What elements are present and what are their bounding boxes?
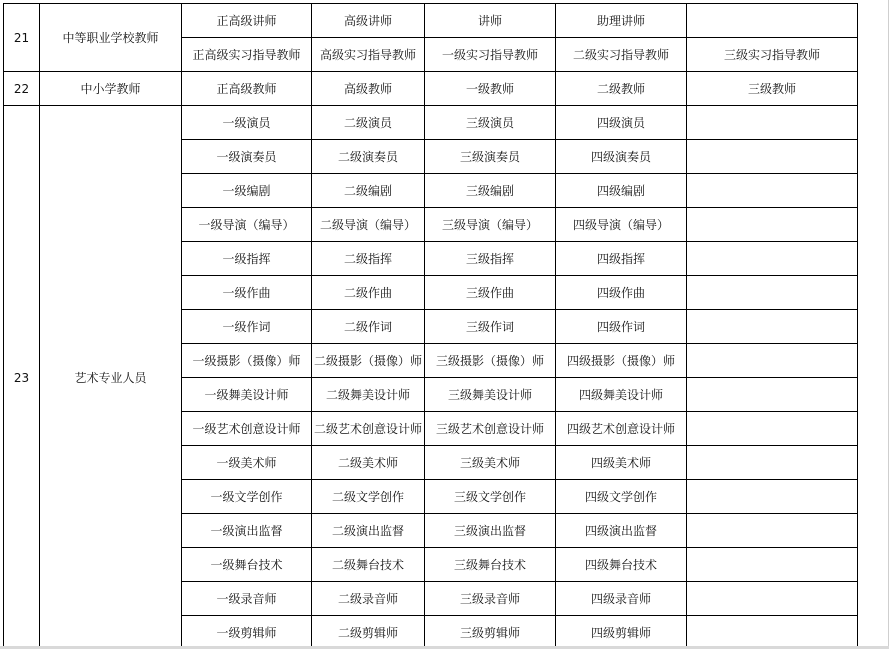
title-cell: 一级演奏员 [182,140,312,174]
title-cell: 二级导演（编导） [312,208,425,242]
title-cell: 四级文学创作 [556,480,687,514]
title-cell: 四级指挥 [556,242,687,276]
title-cell: 二级舞台技术 [312,548,425,582]
title-cell: 二级艺术创意设计师 [312,412,425,446]
row-number: 22 [4,72,40,106]
title-cell [687,242,858,276]
title-cell: 二级演员 [312,106,425,140]
title-cell: 高级教师 [312,72,425,106]
title-cell: 三级编剧 [425,174,556,208]
title-cell: 讲师 [425,4,556,38]
title-cell: 三级演出监督 [425,514,556,548]
table-row [4,4,858,38]
title-cell: 一级作词 [182,310,312,344]
title-cell [687,310,858,344]
title-cell: 二级编剧 [312,174,425,208]
title-cell [687,4,858,38]
title-cell: 二级演出监督 [312,514,425,548]
title-cell [687,174,858,208]
title-cell [687,344,858,378]
title-cell: 三级演奏员 [425,140,556,174]
title-cell: 二级实习指导教师 [556,38,687,72]
title-cell: 一级作曲 [182,276,312,310]
title-level-table [3,3,858,649]
title-cell: 一级实习指导教师 [425,38,556,72]
category-cell: 艺术专业人员 [40,106,182,649]
title-cell: 一级编剧 [182,174,312,208]
title-cell: 三级录音师 [425,582,556,616]
title-cell [687,106,858,140]
title-cell: 二级录音师 [312,582,425,616]
table-row [4,106,858,140]
title-cell: 四级编剧 [556,174,687,208]
row-number: 21 [4,4,40,72]
title-cell [687,446,858,480]
title-cell: 三级艺术创意设计师 [425,412,556,446]
title-cell: 一级文学创作 [182,480,312,514]
title-cell: 三级教师 [687,72,858,106]
title-cell: 正高级实习指导教师 [182,38,312,72]
title-cell: 三级舞台技术 [425,548,556,582]
title-cell: 四级作曲 [556,276,687,310]
title-cell: 一级录音师 [182,582,312,616]
title-cell [687,140,858,174]
title-cell: 四级美术师 [556,446,687,480]
title-cell: 四级摄影（摄像）师 [556,344,687,378]
title-cell: 二级作曲 [312,276,425,310]
title-cell: 二级美术师 [312,446,425,480]
title-cell: 三级实习指导教师 [687,38,858,72]
title-cell [687,412,858,446]
title-cell: 四级舞台技术 [556,548,687,582]
title-cell: 三级摄影（摄像）师 [425,344,556,378]
title-cell: 四级演员 [556,106,687,140]
title-cell [687,548,858,582]
title-cell: 一级美术师 [182,446,312,480]
title-cell: 四级导演（编导） [556,208,687,242]
title-cell: 二级教师 [556,72,687,106]
title-cell [687,208,858,242]
title-cell: 三级剪辑师 [425,616,556,649]
title-cell: 二级摄影（摄像）师 [312,344,425,378]
title-cell: 一级舞美设计师 [182,378,312,412]
title-cell: 助理讲师 [556,4,687,38]
title-cell: 三级演员 [425,106,556,140]
row-number: 23 [4,106,40,649]
title-cell: 高级讲师 [312,4,425,38]
title-cell [687,378,858,412]
table-row [4,72,858,106]
title-cell: 四级演出监督 [556,514,687,548]
title-cell: 一级艺术创意设计师 [182,412,312,446]
category-cell: 中小学教师 [40,72,182,106]
category-cell: 中等职业学校教师 [40,4,182,72]
title-cell: 一级摄影（摄像）师 [182,344,312,378]
title-cell [687,276,858,310]
title-cell: 二级演奏员 [312,140,425,174]
title-cell: 三级美术师 [425,446,556,480]
title-cell: 一级教师 [425,72,556,106]
title-cell: 二级文学创作 [312,480,425,514]
title-cell: 四级演奏员 [556,140,687,174]
title-cell: 四级艺术创意设计师 [556,412,687,446]
title-cell: 正高级讲师 [182,4,312,38]
title-cell: 一级演出监督 [182,514,312,548]
title-cell: 四级作词 [556,310,687,344]
title-cell: 三级作曲 [425,276,556,310]
title-cell [687,616,858,649]
title-cell: 三级指挥 [425,242,556,276]
title-cell: 一级剪辑师 [182,616,312,649]
title-cell: 高级实习指导教师 [312,38,425,72]
title-cell: 一级导演（编导） [182,208,312,242]
title-cell: 三级作词 [425,310,556,344]
title-cell: 一级舞台技术 [182,548,312,582]
title-cell: 二级作词 [312,310,425,344]
title-cell [687,514,858,548]
title-cell [687,480,858,514]
title-cell: 三级文学创作 [425,480,556,514]
title-cell: 四级录音师 [556,582,687,616]
title-cell: 二级指挥 [312,242,425,276]
title-cell: 四级舞美设计师 [556,378,687,412]
title-cell: 四级剪辑师 [556,616,687,649]
title-cell: 二级剪辑师 [312,616,425,649]
title-cell: 三级导演（编导） [425,208,556,242]
title-cell: 三级舞美设计师 [425,378,556,412]
title-cell [687,582,858,616]
title-cell: 一级演员 [182,106,312,140]
title-cell: 一级指挥 [182,242,312,276]
title-cell: 二级舞美设计师 [312,378,425,412]
title-cell: 正高级教师 [182,72,312,106]
